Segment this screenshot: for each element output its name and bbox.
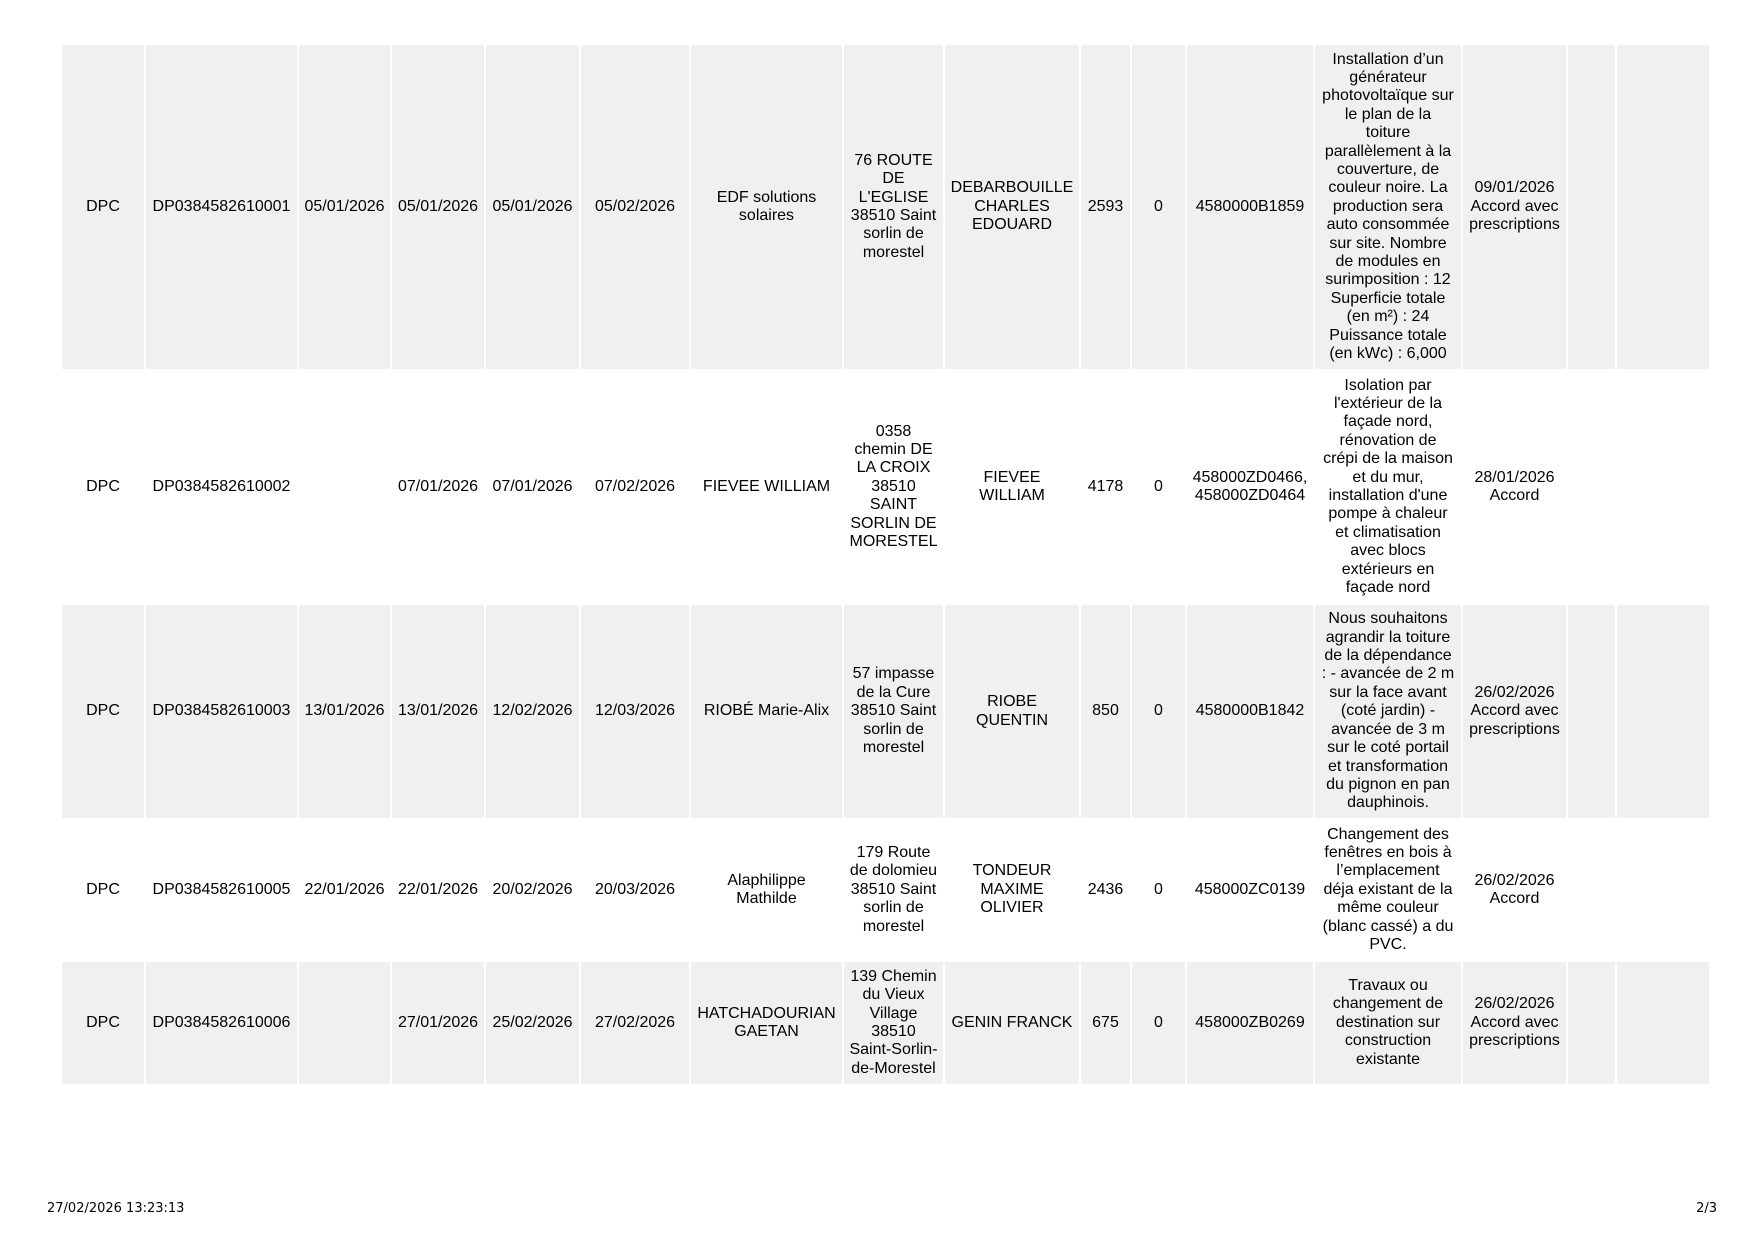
cell-area: 2593 — [1081, 45, 1130, 369]
cell-applicant: RIOBÉ Marie-Alix — [691, 605, 842, 818]
cell-date-4: 05/02/2026 — [581, 45, 689, 369]
cell-address: 57 impasse de la Cure 38510 Saint sorlin de morestel — [844, 605, 943, 818]
cell-description: Installation d’un générateur photovoltaïque sur le plan de la toiture parallèlement à la couverture, de couleur noire. La production sera auto consommée sur site. Nombre de modules en surimposition : 12 Superficie totale (en m²) : 24 Puissance totale (en kWc) : 6,000 — [1315, 45, 1461, 369]
permit-table — [62, 45, 1709, 1084]
cell-date-2: 07/01/2026 — [392, 369, 484, 605]
cell-parcel: 458000ZC0139 — [1187, 818, 1313, 962]
cell-extra-1 — [1568, 605, 1615, 818]
cell-dossier-number: DP0384582610002 — [146, 369, 297, 605]
cell-description: Changement des fenêtres en bois à l’emplacement déja existant de la même couleur (blanc cassé) a du PVC. — [1315, 818, 1461, 962]
cell-date-2: 13/01/2026 — [392, 605, 484, 818]
cell-parcel: 458000ZB0269 — [1187, 962, 1313, 1084]
cell-address: 139 Chemin du Vieux Village 38510 Saint-Sorlin- de-Morestel — [844, 962, 943, 1084]
cell-extra-2 — [1617, 45, 1709, 369]
cell-date-1 — [299, 962, 390, 1084]
cell-owner: GENIN FRANCK — [945, 962, 1079, 1084]
table-row — [62, 818, 1709, 962]
cell-owner: TONDEUR MAXIME OLIVIER — [945, 818, 1079, 962]
cell-date-1: 05/01/2026 — [299, 45, 390, 369]
cell-description: Isolation par l'extérieur de la façade nord, rénovation de crépi de la maison et du mur, installation d'une pompe à chaleur et climatisation avec blocs extérieurs en façade nord — [1315, 369, 1461, 605]
cell-owner: RIOBE QUENTIN — [945, 605, 1079, 818]
print-timestamp: 27/02/2026 13:23:13 — [47, 1201, 185, 1216]
cell-date-4: 20/03/2026 — [581, 818, 689, 962]
cell-dossier-type: DPC — [62, 605, 144, 818]
cell-date-3: 05/01/2026 — [486, 45, 579, 369]
cell-dossier-number: DP0384582610005 — [146, 818, 297, 962]
cell-date-3: 25/02/2026 — [486, 962, 579, 1084]
cell-dossier-type: DPC — [62, 45, 144, 369]
cell-decision: 26/02/2026 Accord avec prescriptions — [1463, 962, 1566, 1084]
cell-applicant: FIEVEE WILLIAM — [691, 369, 842, 605]
cell-count: 0 — [1132, 45, 1185, 369]
cell-count: 0 — [1132, 369, 1185, 605]
cell-description: Nous souhaitons agrandir la toiture de la dépendance : - avancée de 2 m sur la face avant (coté jardin) - avancée de 3 m sur le coté portail et transformation du pignon en pan dauphinois. — [1315, 605, 1461, 818]
cell-extra-1 — [1568, 962, 1615, 1084]
cell-area: 2436 — [1081, 818, 1130, 962]
table-row — [62, 369, 1709, 605]
cell-extra-2 — [1617, 962, 1709, 1084]
cell-count: 0 — [1132, 605, 1185, 818]
cell-decision: 28/01/2026 Accord — [1463, 369, 1566, 605]
cell-address: 179 Route de dolomieu 38510 Saint sorlin de morestel — [844, 818, 943, 962]
cell-date-1: 22/01/2026 — [299, 818, 390, 962]
cell-dossier-type: DPC — [62, 369, 144, 605]
cell-applicant: Alaphilippe Mathilde — [691, 818, 842, 962]
cell-date-3: 20/02/2026 — [486, 818, 579, 962]
cell-dossier-number: DP0384582610001 — [146, 45, 297, 369]
cell-applicant: EDF solutions solaires — [691, 45, 842, 369]
cell-extra-1 — [1568, 818, 1615, 962]
cell-date-2: 22/01/2026 — [392, 818, 484, 962]
cell-count: 0 — [1132, 962, 1185, 1084]
cell-extra-1 — [1568, 45, 1615, 369]
cell-date-1: 13/01/2026 — [299, 605, 390, 818]
cell-decision: 26/02/2026 Accord avec prescriptions — [1463, 605, 1566, 818]
cell-date-4: 27/02/2026 — [581, 962, 689, 1084]
cell-owner: FIEVEE WILLIAM — [945, 369, 1079, 605]
cell-extra-2 — [1617, 605, 1709, 818]
table-row — [62, 45, 1709, 369]
cell-date-3: 12/02/2026 — [486, 605, 579, 818]
cell-count: 0 — [1132, 818, 1185, 962]
cell-decision: 09/01/2026 Accord avec prescriptions — [1463, 45, 1566, 369]
cell-dossier-type: DPC — [62, 818, 144, 962]
cell-area: 850 — [1081, 605, 1130, 818]
page-number: 2/3 — [1696, 1201, 1717, 1216]
cell-date-1 — [299, 369, 390, 605]
cell-area: 675 — [1081, 962, 1130, 1084]
cell-dossier-type: DPC — [62, 962, 144, 1084]
table-row — [62, 962, 1709, 1084]
cell-dossier-number: DP0384582610003 — [146, 605, 297, 818]
cell-parcel: 4580000B1859 — [1187, 45, 1313, 369]
cell-date-4: 12/03/2026 — [581, 605, 689, 818]
cell-decision: 26/02/2026 Accord — [1463, 818, 1566, 962]
cell-owner: DEBARBOUILLE CHARLES EDOUARD — [945, 45, 1079, 369]
cell-applicant: HATCHADOURIAN GAETAN — [691, 962, 842, 1084]
cell-extra-1 — [1568, 369, 1615, 605]
cell-parcel: 458000ZD0466, 458000ZD0464 — [1187, 369, 1313, 605]
cell-date-4: 07/02/2026 — [581, 369, 689, 605]
cell-extra-2 — [1617, 369, 1709, 605]
cell-date-2: 05/01/2026 — [392, 45, 484, 369]
cell-parcel: 4580000B1842 — [1187, 605, 1313, 818]
cell-date-3: 07/01/2026 — [486, 369, 579, 605]
cell-area: 4178 — [1081, 369, 1130, 605]
cell-dossier-number: DP0384582610006 — [146, 962, 297, 1084]
cell-address: 0358 chemin DE LA CROIX 38510 SAINT SORLIN DE MORESTEL — [844, 369, 943, 605]
table-row — [62, 605, 1709, 818]
cell-extra-2 — [1617, 818, 1709, 962]
cell-description: Travaux ou changement de destination sur construction existante — [1315, 962, 1461, 1084]
cell-address: 76 ROUTE DE L'EGLISE 38510 Saint sorlin de morestel — [844, 45, 943, 369]
cell-date-2: 27/01/2026 — [392, 962, 484, 1084]
